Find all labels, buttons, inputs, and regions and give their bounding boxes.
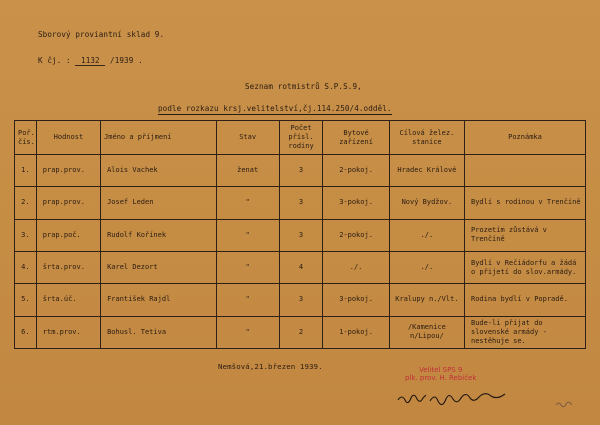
cell-rank: rtm.prov.	[36, 316, 100, 348]
cell-station: /Kamenice n/Lipou/	[389, 316, 464, 348]
header-housing: Bytové zařízení	[323, 121, 389, 155]
cell-status: "	[216, 219, 279, 251]
stamp-line-2: plk. prov. H. Řebíček	[405, 374, 477, 382]
table-row	[15, 316, 586, 348]
table-row	[15, 284, 586, 316]
cell-name: Karel Dezort	[101, 251, 217, 283]
cell-rank: prap.poč.	[36, 219, 100, 251]
cell-family: 3	[279, 155, 323, 187]
header-rank: Hodnost	[36, 121, 100, 155]
cell-status: "	[216, 284, 279, 316]
cell-name: Josef Leden	[101, 187, 217, 219]
cell-no: 5.	[15, 284, 37, 316]
cell-housing: 1-pokoj.	[323, 316, 389, 348]
table-row	[15, 251, 586, 283]
reference-prefix: K čj. :	[38, 56, 71, 65]
table-row	[15, 187, 586, 219]
cell-station: Hradec Králové	[389, 155, 464, 187]
cell-note	[464, 155, 585, 187]
cell-note: Bydlí v Rečiádorfu a žádá o přijetí do slov.armády.	[464, 251, 585, 283]
header-name: Jméno a příjmení	[101, 121, 217, 155]
cell-housing: 3-pokoj.	[323, 187, 389, 219]
cell-family: 3	[279, 187, 323, 219]
header-note: Poznámka	[464, 121, 585, 155]
header-status: Stav	[216, 121, 279, 155]
reference-suffix: /1939 .	[110, 56, 143, 65]
cell-no: 3.	[15, 219, 37, 251]
table-row	[15, 219, 586, 251]
cell-housing: 2-pokoj.	[323, 219, 389, 251]
cell-no: 2.	[15, 187, 37, 219]
cell-station: ./.	[389, 251, 464, 283]
cell-name: Bohusl. Tetiva	[101, 316, 217, 348]
table-header-row	[15, 121, 586, 155]
cell-housing: ./.	[323, 251, 389, 283]
cell-status: ženat	[216, 155, 279, 187]
cell-status: "	[216, 316, 279, 348]
cell-name: František Rajdl	[101, 284, 217, 316]
document-title: Seznam rotmistrů S.P.S.9,	[245, 82, 362, 91]
header-station: Cílová želez. stanice	[389, 121, 464, 155]
cell-family: 3	[279, 284, 323, 316]
header-no: Poř. čís.	[15, 121, 37, 155]
header-family: Počet přísl. rodiny	[279, 121, 323, 155]
cell-family: 2	[279, 316, 323, 348]
cell-note: Prozetím zůstává v Trenčíně	[464, 219, 585, 251]
commander-stamp	[405, 366, 476, 382]
cell-note: Rodina bydlí v Popradě.	[464, 284, 585, 316]
reference-number: 1132	[75, 56, 105, 66]
handwritten-signature	[396, 388, 514, 408]
pencil-mark	[555, 400, 575, 408]
cell-rank: šrta.prov.	[36, 251, 100, 283]
cell-station: ./.	[389, 219, 464, 251]
table-row	[15, 155, 586, 187]
cell-rank: šrta.úč.	[36, 284, 100, 316]
stamp-line-1: Velitel SPS 9	[418, 366, 463, 374]
cell-status: "	[216, 187, 279, 219]
cell-housing: 3-pokoj.	[323, 284, 389, 316]
cell-station: Nový Bydžov.	[389, 187, 464, 219]
office-name: Sborový proviantní sklad 9.	[38, 30, 165, 39]
cell-rank: prap.prov.	[36, 155, 100, 187]
reference-line	[38, 56, 143, 66]
place-and-date: Nemšová,21.březen 1939.	[218, 362, 323, 371]
cell-housing: 2-pokoj.	[323, 155, 389, 187]
document-subtitle: podle rozkazu krsj.velitelství,čj.114.250/4.odděl.	[158, 104, 392, 113]
cell-name: Alois Vachek	[101, 155, 217, 187]
cell-status: "	[216, 251, 279, 283]
cell-rank: prap.prov.	[36, 187, 100, 219]
cell-family: 3	[279, 219, 323, 251]
cell-no: 1.	[15, 155, 37, 187]
cell-name: Rudolf Kořínek	[101, 219, 217, 251]
cell-no: 4.	[15, 251, 37, 283]
cell-station: Kralupy n./Vlt.	[389, 284, 464, 316]
cell-note: Bydlí s rodinou v Trenčíně	[464, 187, 585, 219]
personnel-table	[14, 120, 586, 349]
cell-no: 6.	[15, 316, 37, 348]
cell-family: 4	[279, 251, 323, 283]
cell-note: Bude-li přijat do slovenské armády - nestěhuje se.	[464, 316, 585, 348]
